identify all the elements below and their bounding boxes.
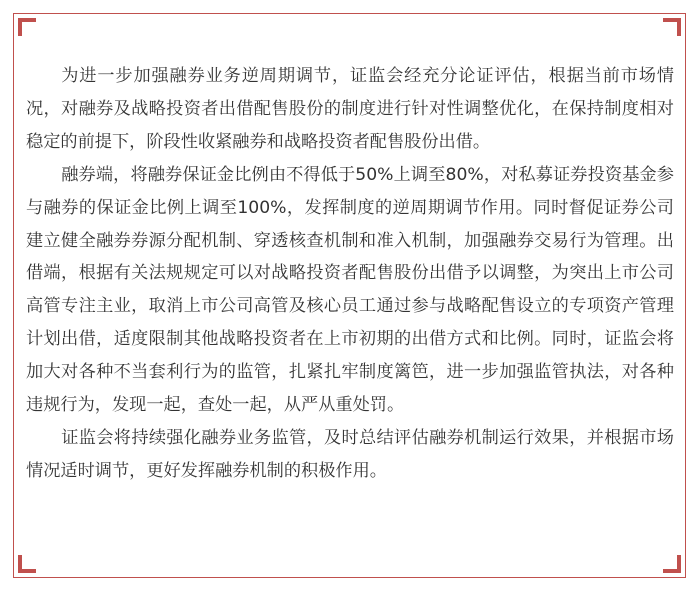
article-body: [26, 60, 674, 488]
frame-corner-top-left: [18, 18, 36, 36]
frame-corner-bottom-left: [18, 555, 36, 573]
frame-corner-bottom-right: [663, 555, 681, 573]
article-paragraph-2: 融券端，将融券保证金比例由不得低于50%上调至80%，对私募证券投资基金参与融券的保证金比例上调至100%，发挥制度的逆周期调节作用。同时督促证券公司建立健全融券券源分配机制、穿透核查机制和准入机制，加强融券交易行为管理。出借端，根据有关法规规定可以对战略投资者配售股份出借予以调整，为突出上市公司高管专注主业，取消上市公司高管及核心员工通过参与战略配售设立的专项资产管理计划出借，适度限制其他战略投资者在上市初期的出借方式和比例。同时，证监会将加大对各种不当套利行为的监管，扎紧扎牢制度篱笆，进一步加强监管执法，对各种违规行为，发现一起，查处一起，从严从重处罚。: [26, 164, 674, 416]
article-paragraph-3: 证监会将持续强化融券业务监管，及时总结评估融券机制运行效果，并根据市场情况适时调节，更好发挥融券机制的积极作用。: [26, 427, 674, 481]
frame-corner-top-right: [663, 18, 681, 36]
article-paragraph-1: 为进一步加强融券业务逆周期调节，证监会经充分论证评估，根据当前市场情况，对融券及战略投资者出借配售股份的制度进行针对性调整优化，在保持制度相对稳定的前提下，阶段性收紧融券和战略投资者配售股份出借。: [26, 66, 674, 152]
